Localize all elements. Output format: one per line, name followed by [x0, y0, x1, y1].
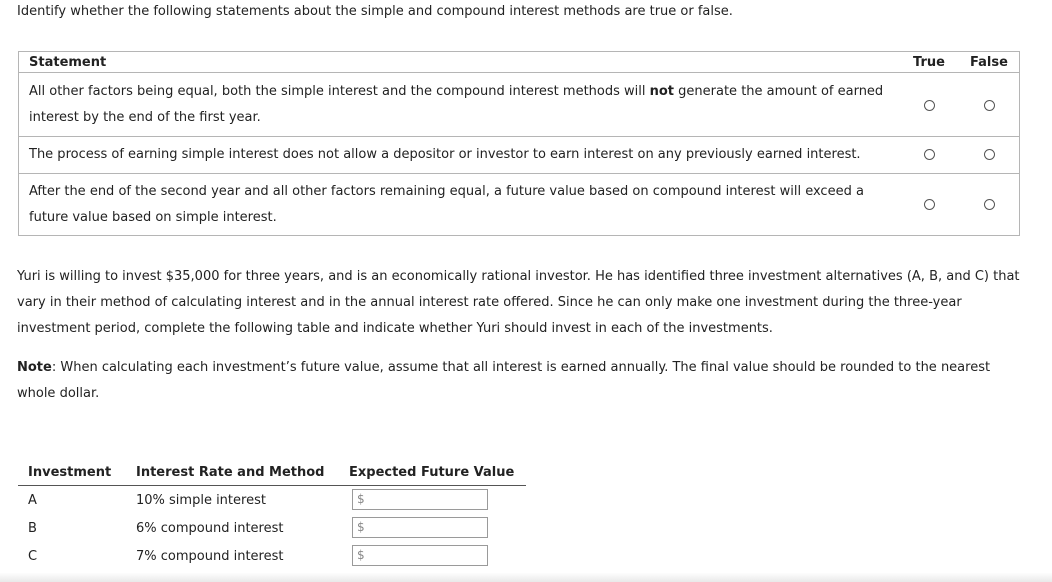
note-paragraph	[17, 355, 1032, 407]
investment-row-c	[18, 543, 526, 571]
statement-text: After the end of the second year and all other factors remaining equal, a future value based on compound interest will exceed a future value based on simple interest.	[29, 184, 864, 225]
future-value-input-c[interactable]	[352, 545, 488, 566]
dollar-sign: $	[357, 492, 365, 506]
statement-row-1	[19, 73, 1019, 137]
investment-column-header: Investment	[28, 465, 112, 480]
note-label: Note	[17, 360, 52, 375]
interest-rate-method: 6% compound interest	[136, 521, 284, 536]
false-column-header: False	[970, 55, 1008, 70]
interest-rate-method: 7% compound interest	[136, 549, 284, 564]
dollar-sign: $	[357, 548, 365, 562]
question-instructions: Identify whether the following statements about the simple and compound interest methods are true or false.	[17, 4, 733, 19]
statement-3-false-radio[interactable]	[984, 199, 995, 210]
statement-text: All other factors being equal, both the simple interest and the compound interest methods will not generate the amount of earned interest by the end of the first year.	[29, 84, 884, 125]
future-value-input-b[interactable]	[352, 517, 488, 538]
statement-column-header: Statement	[29, 55, 107, 70]
page-bottom-edge	[0, 573, 1052, 582]
scenario-paragraph: Yuri is willing to invest $35,000 for three years, and is an economically rational investor. He has identified three investment alternatives (A, B, and C) that vary in their method of calculating interest and in the annual interest rate offered. Since he can only make one investment during the three-year investment period, complete the following table and indicate whether Yuri should invest in each of the investments.	[17, 269, 1020, 336]
statement-1-true-radio[interactable]	[924, 100, 935, 111]
emphasis-text: not	[649, 84, 675, 99]
note-text: : When calculating each investment’s future value, assume that all interest is earned annually. The final value should be rounded to the nearest whole dollar.	[17, 360, 991, 401]
investment-label: C	[28, 549, 38, 564]
future-value-column-header: Expected Future Value	[349, 465, 515, 480]
rate-column-header: Interest Rate and Method	[136, 465, 325, 480]
interest-rate-method: 10% simple interest	[136, 493, 266, 508]
dollar-sign: $	[357, 520, 365, 534]
statement-2-false-radio[interactable]	[984, 149, 995, 160]
statement-row-3	[19, 174, 1019, 236]
future-value-input-a[interactable]	[352, 489, 488, 510]
investment-label: B	[28, 521, 37, 536]
investment-label: A	[28, 493, 37, 508]
investment-table	[18, 462, 526, 582]
true-column-header: True	[913, 55, 945, 70]
statement-3-true-radio[interactable]	[924, 199, 935, 210]
statement-1-false-radio[interactable]	[984, 100, 995, 111]
statements-table	[18, 51, 1020, 236]
investment-row-a	[18, 487, 526, 515]
investment-row-b	[18, 515, 526, 543]
statement-row-2	[19, 137, 1019, 174]
investment-table-header	[18, 462, 526, 486]
statements-table-header	[19, 52, 1019, 73]
statement-text: The process of earning simple interest does not allow a depositor or investor to earn interest on any previously earned interest.	[29, 147, 861, 162]
statement-2-true-radio[interactable]	[924, 149, 935, 160]
